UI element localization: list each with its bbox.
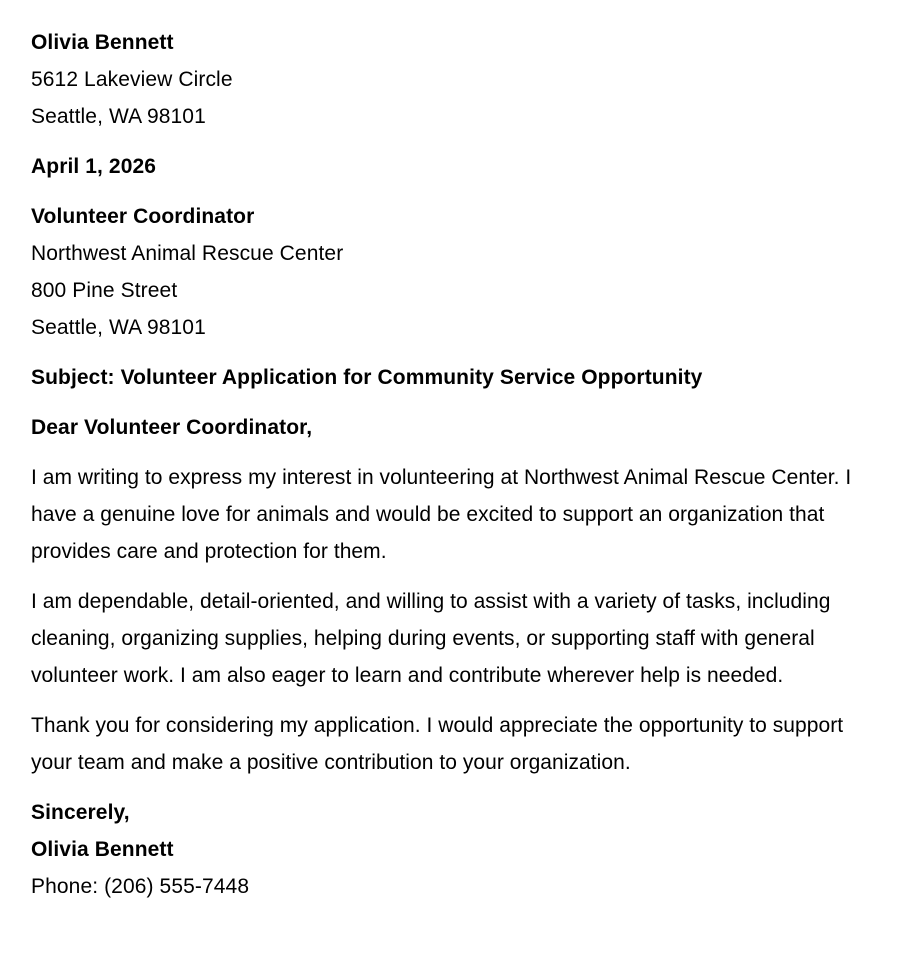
subject-block bbox=[31, 359, 869, 396]
subject-line: Subject: Volunteer Application for Community Service Opportunity bbox=[31, 366, 703, 389]
closing-block bbox=[31, 794, 869, 905]
contact-phone: Phone: (206) 555-7448 bbox=[31, 875, 250, 898]
salutation-block bbox=[31, 409, 869, 446]
letter-date: April 1, 2026 bbox=[31, 155, 157, 178]
recipient-street: 800 Pine Street bbox=[31, 279, 178, 302]
recipient-organization: Northwest Animal Rescue Center bbox=[31, 242, 344, 265]
valediction: Sincerely, bbox=[31, 801, 130, 824]
sender-street: 5612 Lakeview Circle bbox=[31, 68, 233, 91]
sender-city-state-zip: Seattle, WA 98101 bbox=[31, 105, 206, 128]
salutation: Dear Volunteer Coordinator, bbox=[31, 416, 313, 439]
signature-name: Olivia Bennett bbox=[31, 838, 174, 861]
sender-address-block bbox=[31, 24, 869, 135]
recipient-city-state-zip: Seattle, WA 98101 bbox=[31, 316, 206, 339]
date-block bbox=[31, 148, 869, 185]
body-paragraph-2: I am dependable, detail-oriented, and willing to assist with a variety of tasks, including cleaning, organizing supplies, helping during events, or supporting staff with general volunteer work. I am also eager to learn and contribute wherever help is needed. bbox=[31, 590, 831, 687]
recipient-address-block bbox=[31, 198, 869, 346]
recipient-title: Volunteer Coordinator bbox=[31, 205, 255, 228]
body-paragraph-3: Thank you for considering my application. I would appreciate the opportunity to support your team and make a positive contribution to your organization. bbox=[31, 714, 844, 774]
body-paragraph-1: I am writing to express my interest in volunteering at Northwest Animal Rescue Center. I have a genuine love for animals and would be excited to support an organization that provides care and protection for them. bbox=[31, 466, 852, 563]
sender-name: Olivia Bennett bbox=[31, 31, 174, 54]
